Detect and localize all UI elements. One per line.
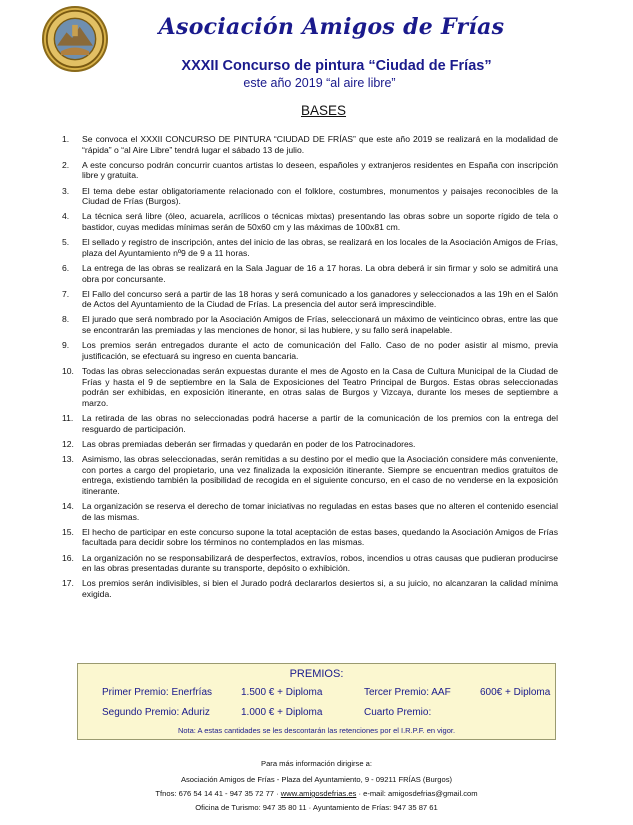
rule-text: Los premios serán indivisibles, si bien el Jurado podrá declararlos desiertos si, a su juicio, no alcanzaran la calidad mínima exigida. xyxy=(82,578,558,599)
rule-number: 1. xyxy=(62,134,70,144)
rule-item xyxy=(62,413,558,434)
prizes-title: PREMIOS: xyxy=(289,668,344,680)
rule-item xyxy=(62,134,558,155)
rule-text: A este concurso podrán concurrir cuantos artistas lo deseen, españoles y extranjeros residentes en España con inscripción libre y gratuita. xyxy=(82,159,558,181)
footer-address: Asociación Amigos de Frías - Plaza del Ayuntamiento, 9 - 09211 FRÍAS (Burgos) xyxy=(180,775,453,784)
rule-item xyxy=(62,289,558,310)
rule-item xyxy=(62,314,558,335)
rule-text: Todas las obras seleccionadas serán expuestas durante el mes de Agosto en la Casa de Cultura Municipal de la Ciudad de Frías y hasta el 9 de septiembre en la Sala de Exposiciones del Teatro Principal de Burgos. Estas obras seleccionadas podrán ser exhibidas, en exposición itinerante, en otras salas de Burgos y Vizcaya, durante los meses de septiembre a marzo. xyxy=(82,366,558,408)
prizes-box xyxy=(77,663,556,740)
rule-item xyxy=(62,527,558,548)
rule-item xyxy=(62,263,558,284)
rule-number: 4. xyxy=(62,211,70,222)
rule-item xyxy=(62,237,558,258)
rule-text: La organización se reserva el derecho de tomar iniciativas no reguladas en estas bases que no alteren el contenido esencial de las mismas. xyxy=(82,500,558,522)
rule-text: El Fallo del concurso será a partir de las 18 horas y será comunicado a los ganadores y seleccionados a las 19h en el Salón de Actos del Ayuntamiento de la Ciudad de Frías. La presencia del autor será imprescindible. xyxy=(82,288,558,310)
organization-name: Asociación Amigos de Frías xyxy=(158,14,505,40)
rule-number: 2. xyxy=(62,159,70,170)
third-prize-amount: 600€ + Diploma xyxy=(480,687,551,698)
rule-text: La entrega de las obras se realizará en la Sala Jaguar de 16 a 17 horas. La obra deberá ir sin firmar y solo se admitirá una obra por concursante. xyxy=(82,262,558,284)
rule-text: La técnica será libre (óleo, acuarela, acrílicos o técnicas mixtas) presentando las obras sobre un soporte rígido de tela o bastidor, cuyas medidas mínimas serán de 50x60 cm y las máximas de 100x81 cm. xyxy=(82,211,558,232)
rule-item xyxy=(62,211,558,232)
rule-number: 7. xyxy=(62,288,70,299)
rule-number: 10. xyxy=(62,366,74,377)
rule-text: Asimismo, las obras seleccionadas, serán remitidas a su destino por el medio que la Asociación considere más conveniente, con portes a cargo del propietario, una vez finalizada la exposición itinerante. Siempre se encuentran medios gratuitos de entrega, existiendo también la posibilidad de recogida en el siguiente concurso, en el caso de no venderse en la exposición itinerante. xyxy=(82,453,558,496)
rule-number: 11. xyxy=(62,413,74,423)
rule-item xyxy=(62,578,558,599)
section-heading: BASES xyxy=(300,103,347,118)
second-prize-amount: 1.000 € + Diploma xyxy=(241,707,323,718)
rule-text: Los premios serán entregados durante el acto de comunicación del Fallo. Caso de no poder asistir al mismo, previa justificación, se efectuará su ingreso en cuenta bancaria. xyxy=(82,340,558,361)
rule-item xyxy=(62,366,558,408)
rule-number: 17. xyxy=(62,578,74,589)
rule-text: El tema debe estar obligatoriamente relacionado con el folklore, costumbres, monumentos y paisajes reconocibles de la Ciudad de Frías (Burgos). xyxy=(82,185,558,207)
rule-text: Las obras premiadas deberán ser firmadas y quedarán en poder de los Patrocinadores. xyxy=(82,438,416,449)
rule-item xyxy=(62,186,558,207)
website-link[interactable]: www.amigosdefrias.es xyxy=(280,789,357,798)
rule-number: 14. xyxy=(62,500,74,511)
rule-item xyxy=(62,160,558,181)
rule-item xyxy=(62,501,558,522)
third-prize-label: Tercer Premio: AAF xyxy=(364,687,451,698)
second-prize-label: Segundo Premio: Aduriz xyxy=(102,707,210,718)
footer-phones: Tfnos: 676 54 14 41 - 947 35 72 77 · xyxy=(155,789,279,798)
rule-text: El hecho de participar en este concurso supone la total aceptación de estas bases, quedando la Asociación Amigos de Frías facultada para decidir sobre los términos no contemplados en las mismas. xyxy=(82,526,558,548)
rule-number: 15. xyxy=(62,526,74,537)
rule-number: 16. xyxy=(62,552,74,563)
rule-number: 3. xyxy=(62,185,70,196)
rule-item xyxy=(62,553,558,574)
contest-title: XXXII Concurso de pintura “Ciudad de Frías” xyxy=(181,58,492,74)
rule-item xyxy=(62,439,558,450)
rule-number: 6. xyxy=(62,262,70,273)
rule-number: 9. xyxy=(62,340,70,351)
rule-item xyxy=(62,340,558,361)
rule-text: La retirada de las obras no seleccionadas podrá hacerse a partir de la comunicación de los premios con la entrega del resguardo de participación. xyxy=(82,413,558,434)
rule-text: La organización no se responsabilizará de desperfectos, extravíos, robos, incendios u otras causas que pudieran producirse en las obras presentadas durante su transporte, depósito o exhibición. xyxy=(82,552,558,574)
rules-list xyxy=(62,134,558,604)
rule-text: Se convoca el XXXII CONCURSO DE PINTURA “CIUDAD DE FRÍAS” que este año 2019 se realizará en la modalidad de “rápida” o “al Aire Libre” tendrá lugar el sábado 13 de julio. xyxy=(82,134,558,155)
rule-item xyxy=(62,454,558,496)
rule-number: 13. xyxy=(62,453,74,464)
contest-subtitle: este año 2019 “al aire libre” xyxy=(243,76,396,90)
footer-email: · e-mail: amigosdefrias@gmail.com xyxy=(358,789,478,798)
first-prize-amount: 1.500 € + Diploma xyxy=(241,687,323,698)
rule-number: 12. xyxy=(62,438,74,449)
first-prize-label: Primer Premio: Enerfrías xyxy=(102,687,213,698)
rule-number: 5. xyxy=(62,237,70,248)
footer-more-info: Para más información dirigirse a: xyxy=(261,759,372,768)
rule-number: 8. xyxy=(62,314,70,325)
footer-contact xyxy=(0,789,633,798)
footer-tourism: Oficina de Turismo: 947 35 80 11 · Ayuntamiento de Frías: 947 35 87 61 xyxy=(195,803,438,812)
rule-text: El sellado y registro de inscripción, antes del inicio de las obras, se realizará en los locales de la Asociación Amigos de Frías, plaza del Ayuntamiento nº9 de 9 a 11 horas. xyxy=(82,237,558,258)
fourth-prize-label: Cuarto Premio: xyxy=(364,707,432,718)
rule-text: El jurado que será nombrado por la Asociación Amigos de Frías, seleccionará un máximo de veinticinco obras, entre las que se encontrarán las premiadas y las menciones de honor, si las hubiere, y su fallo será inapelable. xyxy=(82,314,558,336)
prizes-note: Nota: A estas cantidades se les descontarán las retenciones por el I.R.P.F. en vigor. xyxy=(177,726,456,735)
